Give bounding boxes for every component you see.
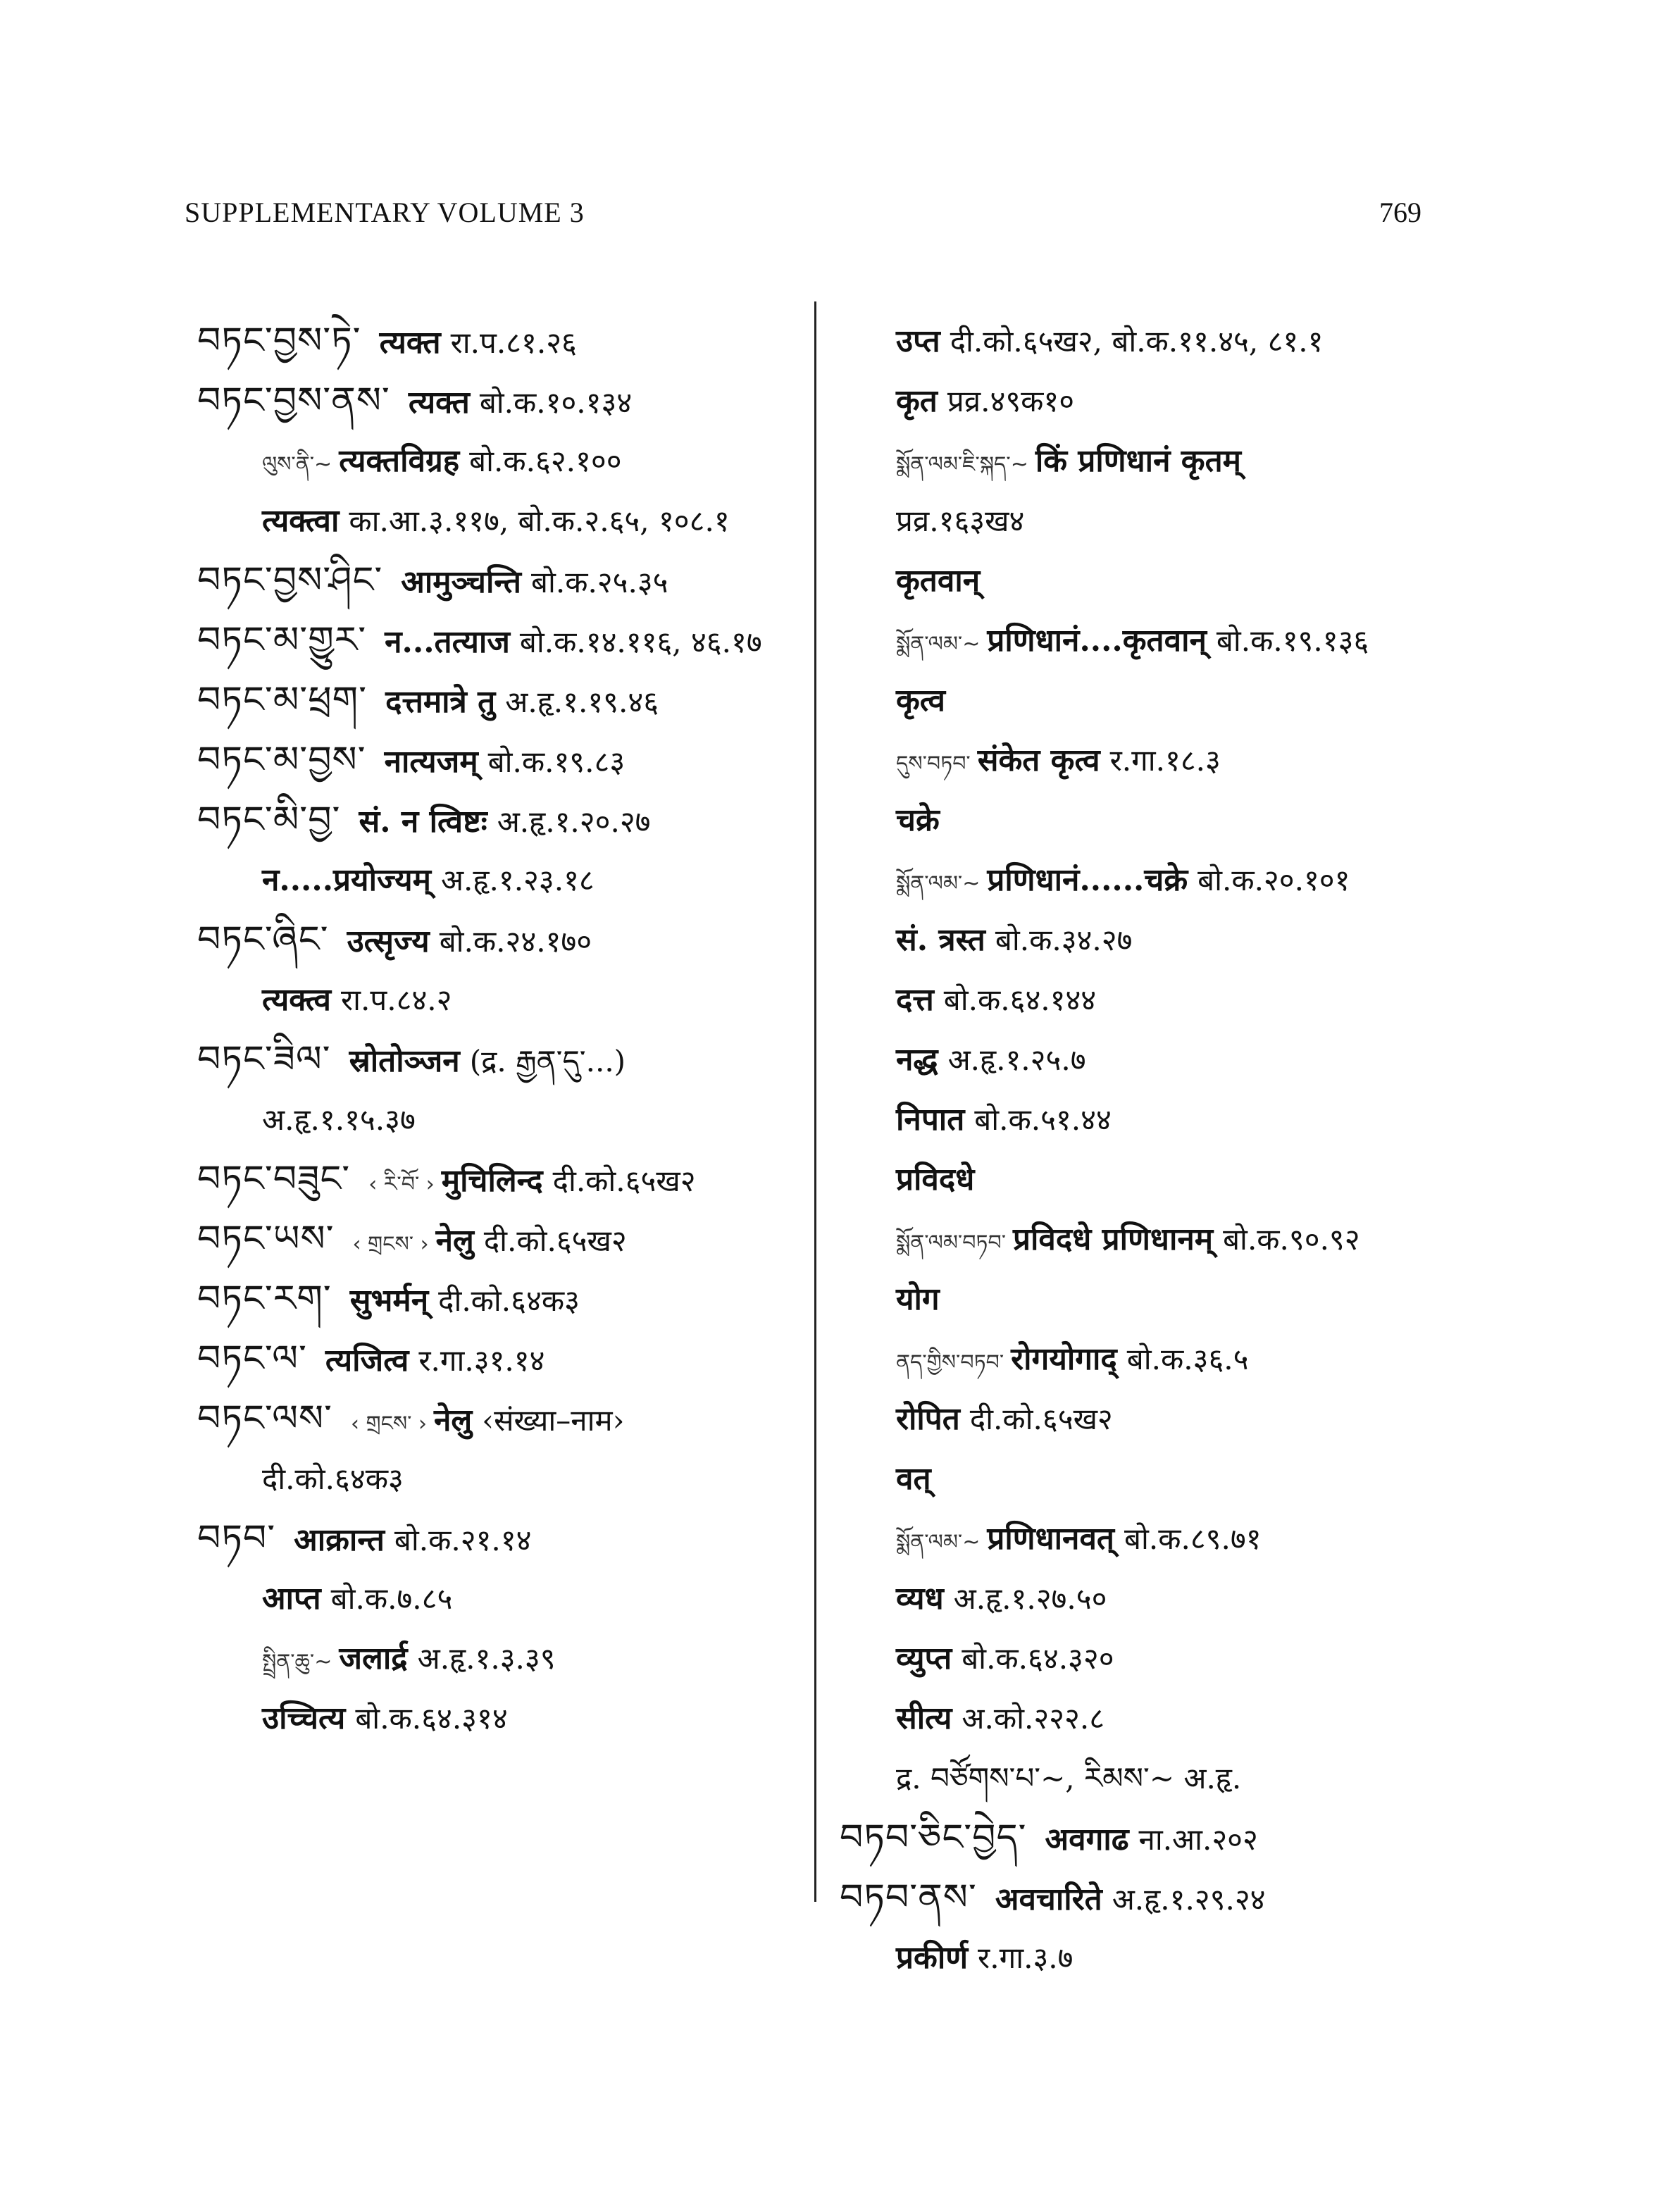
- dictionary-entry: [197, 1030, 803, 1090]
- dictionary-subentry: [840, 790, 1544, 850]
- sanskrit-term: नात्यजम्: [384, 744, 478, 780]
- sanskrit-term: योग: [896, 1281, 940, 1317]
- tibetan-compound: སྨོན་ལམ་~: [896, 632, 981, 656]
- tibetan-compound: སྨོན་ལམ་བཏབ་: [896, 1231, 1006, 1255]
- tibetan-headword: བཏབ་ཅིང་བྱེད་: [840, 1817, 1027, 1859]
- dictionary-subentry: [840, 850, 1544, 910]
- category-label: ‹ རི་བོ་ ›: [368, 1172, 435, 1197]
- dictionary-entry: [197, 1389, 803, 1449]
- source-reference: बो.क.७.८५: [330, 1581, 453, 1616]
- dictionary-entry: [197, 790, 803, 850]
- sanskrit-term: नद्ध: [896, 1042, 938, 1078]
- source-reference: अ.हृ.१.२३.१८: [440, 863, 595, 897]
- dictionary-entry: [840, 1808, 1544, 1868]
- category-label: ‹ གྲངས་ ›: [352, 1232, 429, 1257]
- dictionary-entry: [197, 1329, 803, 1389]
- sanskrit-term: संकेत कृत्व: [977, 742, 1100, 778]
- sanskrit-term: दत्त: [896, 982, 934, 1018]
- sanskrit-term: प्रकीर्ण: [896, 1940, 969, 1976]
- dictionary-entry: [197, 1150, 803, 1209]
- category-label: ‹ གྲངས་ ›: [350, 1412, 428, 1436]
- sanskrit-term: वत्: [896, 1461, 931, 1497]
- dictionary-subentry: [197, 491, 803, 551]
- dictionary-subentry: [840, 1269, 1544, 1329]
- dictionary-entry: [197, 611, 803, 671]
- tibetan-headword: བཏང་ལ་: [197, 1338, 307, 1380]
- dictionary-subentry: [840, 1569, 1544, 1629]
- dictionary-subentry: [840, 1509, 1544, 1569]
- source-reference: बो.क.१९.८३: [487, 745, 626, 779]
- source-reference: अ.हृ.१.२९.२४: [1112, 1882, 1266, 1917]
- source-reference: अ.हृ.१.२७.५०: [953, 1581, 1107, 1616]
- sanskrit-term: किं प्रणिधानं कृतम्: [1035, 443, 1241, 479]
- dictionary-subentry: [840, 611, 1544, 671]
- dictionary-subentry: [840, 1449, 1544, 1509]
- source-reference: बो.क.२५.३५: [530, 565, 668, 599]
- dictionary-subentry: [840, 970, 1544, 1030]
- dictionary-subentry: [840, 1688, 1544, 1748]
- source-reference: बो.क.३६.५: [1126, 1342, 1249, 1376]
- column-divider: [814, 301, 816, 1902]
- source-reference: दी.को.६४क३: [438, 1283, 580, 1318]
- source-reference: बो.क.२०.१०१: [1197, 863, 1350, 897]
- sanskrit-term: प्रविदधे: [896, 1162, 975, 1197]
- source-reference: दी.को.६५ख२: [969, 1402, 1113, 1436]
- source-reference: बो.क.१९.१३६: [1216, 623, 1369, 658]
- sanskrit-term: कृत्व: [896, 683, 945, 718]
- dictionary-subentry: [840, 1090, 1544, 1150]
- sanskrit-term: जलार्द्र: [339, 1640, 408, 1676]
- page-number: 769: [1379, 197, 1421, 228]
- tibetan-headword: བཏང་ཡས་: [197, 1218, 335, 1260]
- tibetan-headword: བཏང་མ་བྱས་: [197, 739, 366, 781]
- tibetan-headword: བཏང་མ་ཕྲག་: [197, 679, 368, 721]
- source-reference: रा.प.८४.२: [341, 983, 452, 1017]
- source-reference: दी.को.६५ख२: [552, 1164, 696, 1198]
- dictionary-subentry: [197, 1688, 803, 1748]
- sanskrit-term: न.....प्रयोज्यम्: [262, 862, 431, 898]
- dictionary-subentry: [840, 671, 1544, 730]
- tibetan-headword: བཏང་ཟིལ་: [197, 1038, 331, 1081]
- source-reference: दी.को.६५ख२: [483, 1224, 627, 1258]
- dictionary-subentry: [840, 1928, 1544, 1988]
- tibetan-compound: སྤྲིན་ཆུ་~: [262, 1650, 332, 1674]
- tibetan-headword: བཏང་བྱས་ནས་: [197, 380, 390, 422]
- source-reference: (द्र. རྒྱན་དུ་...): [469, 1044, 626, 1078]
- dictionary-subentry: [840, 311, 1544, 371]
- tibetan-compound: སྨོན་ལམ་ཇི་སྐད་~: [896, 452, 1028, 477]
- sanskrit-term: उत्सृज्य: [347, 923, 430, 959]
- dictionary-subentry: [197, 431, 803, 491]
- source-reference: दी.को.६५ख२, बो.क.११.४५, ८१.१: [950, 324, 1324, 359]
- running-header: SUPPLEMENTARY VOLUME 3: [185, 197, 585, 228]
- dictionary-entry: [197, 551, 803, 611]
- sanskrit-term: सं. न त्विष्टः: [359, 804, 487, 840]
- sanskrit-term: कृत: [896, 383, 938, 419]
- sanskrit-term: त्यक्तविग्रह: [339, 443, 460, 479]
- sanskrit-term: मुचिलिन्द: [441, 1163, 543, 1199]
- source-reference: अ.हृ.१.२५.७: [947, 1042, 1086, 1077]
- sanskrit-term: नेलु: [434, 1402, 473, 1438]
- source-reference: बो.क.६४.३२०: [962, 1641, 1114, 1676]
- dictionary-subentry: [197, 1629, 803, 1688]
- tibetan-compound: དུས་བཏབ་: [896, 752, 971, 776]
- dictionary-subentry: [840, 491, 1544, 551]
- dictionary-entry: [197, 311, 803, 371]
- sanskrit-term: सीत्य: [896, 1700, 952, 1736]
- tibetan-headword: བཏང་མི་བྱ་: [197, 799, 341, 841]
- source-reference: र.गा.३.७: [978, 1941, 1074, 1975]
- sanskrit-term: आमुञ्चन्ति: [401, 564, 521, 600]
- sanskrit-term: अवचारिते: [995, 1881, 1102, 1917]
- dictionary-subentry: [840, 910, 1544, 970]
- source-reference: अ.हृ.१.१५.३७: [262, 1102, 416, 1137]
- tibetan-headword: བཏང་བཟུང་: [197, 1158, 351, 1200]
- left-column: [197, 311, 803, 1748]
- sanskrit-term: त्यजित्व: [325, 1343, 409, 1378]
- dictionary-entry: [197, 671, 803, 730]
- source-reference: बो.क.६४.१४४: [943, 983, 1097, 1017]
- source-reference: र.गा.३१.१४: [418, 1343, 545, 1378]
- dictionary-subentry: [840, 1629, 1544, 1688]
- dictionary-subentry: [840, 1150, 1544, 1209]
- sanskrit-term: प्रणिधानं....कृतवान्: [987, 623, 1207, 659]
- sanskrit-term: सं. त्रस्त: [896, 922, 985, 958]
- sanskrit-term: प्रविदधे प्रणिधानम्: [1013, 1221, 1214, 1257]
- dictionary-entry: [197, 910, 803, 970]
- sanskrit-term: स्रोतोञ्जन: [349, 1043, 460, 1079]
- tibetan-headword: བཏབ་ནས་: [840, 1876, 977, 1919]
- dictionary-entry: [197, 1269, 803, 1329]
- source-reference: द्र. བཙོགས་པ་~, རིམས་~ अ.हृ.: [896, 1761, 1242, 1795]
- dictionary-subentry: [840, 730, 1544, 790]
- tibetan-headword: བཏང་ལས་: [197, 1397, 332, 1440]
- dictionary-subentry: [840, 1389, 1544, 1449]
- tibetan-compound: སྨོན་ལམ་~: [896, 871, 981, 896]
- source-reference: अ.हृ.१.१९.४६: [505, 685, 659, 719]
- dictionary-subentry: [197, 1090, 803, 1150]
- source-reference: रा.प.८१.२६: [450, 325, 577, 360]
- sanskrit-term: व्युप्त: [896, 1640, 952, 1676]
- tibetan-headword: བཏང་ཞིང་: [197, 919, 329, 961]
- dictionary-subentry: [840, 1329, 1544, 1389]
- sanskrit-term: चक्रे: [896, 802, 940, 838]
- sanskrit-term: सुभर्मन्: [349, 1283, 429, 1319]
- sanskrit-term: नेलु: [435, 1223, 474, 1259]
- tibetan-headword: བཏང་བྱས་ཏེ་: [197, 320, 361, 362]
- tibetan-headword: བཏང་རག་: [197, 1278, 332, 1320]
- dictionary-subentry: [197, 1449, 803, 1509]
- tibetan-headword: བཏབ་: [197, 1517, 276, 1559]
- source-reference: प्रव्र.१६३ख४: [896, 504, 1025, 538]
- source-reference: अ.हृ.१.२०.२७: [497, 804, 651, 839]
- sanskrit-term: आप्त: [262, 1581, 321, 1617]
- source-reference: बो.क.६२.१००: [469, 444, 622, 478]
- cross-reference: [840, 1748, 1544, 1808]
- dictionary-entry: [197, 371, 803, 431]
- source-reference: ‹संख्या–नाम›: [482, 1403, 625, 1438]
- source-reference: अ.को.२२२.८: [962, 1701, 1105, 1736]
- right-column: [840, 311, 1544, 1988]
- source-reference: बो.क.१४.११६, ४६.१७: [519, 625, 762, 659]
- source-reference: बो.क.८९.७१: [1124, 1521, 1262, 1556]
- source-reference: बो.क.१०.१३४: [479, 385, 633, 420]
- sanskrit-term: प्रणिधानं......चक्रे: [987, 862, 1188, 898]
- source-reference: ना.आ.२०२: [1138, 1822, 1258, 1857]
- sanskrit-term: व्यध: [896, 1581, 944, 1617]
- source-reference: बो.क.५१.४४: [974, 1102, 1112, 1137]
- sanskrit-term: रोपित: [896, 1401, 960, 1437]
- dictionary-entry: [197, 1209, 803, 1269]
- dictionary-subentry: [840, 551, 1544, 611]
- dictionary-subentry: [197, 850, 803, 910]
- source-reference: बो.क.२४.१७०: [439, 924, 592, 959]
- source-reference: बो.क.२१.१४: [394, 1523, 532, 1557]
- source-reference: का.आ.३.११७, बो.क.२.६५, १०८.१: [349, 504, 730, 538]
- tibetan-headword: བཏང་བྱས་ཤིང་: [197, 559, 383, 602]
- dictionary-subentry: [840, 1209, 1544, 1269]
- sanskrit-term: त्यक्त्वा: [262, 503, 340, 539]
- dictionary-entry: [197, 730, 803, 790]
- sanskrit-term: आक्रान्त: [294, 1522, 385, 1558]
- source-reference: बो.क.३४.२७: [995, 923, 1133, 957]
- sanskrit-term: दत्तमात्रे तु: [385, 684, 496, 720]
- tibetan-compound: ནད་གྱིས་བཏབ་: [896, 1350, 1004, 1375]
- sanskrit-term: त्यक्त्व: [262, 982, 331, 1018]
- source-reference: अ.हृ.१.३.३९: [417, 1641, 556, 1676]
- sanskrit-term: न...तत्याज: [385, 624, 510, 660]
- dictionary-entry: [840, 1868, 1544, 1928]
- dictionary-subentry: [197, 1569, 803, 1629]
- source-reference: दी.को.६४क३: [262, 1462, 404, 1496]
- dictionary-subentry: [197, 970, 803, 1030]
- dictionary-subentry: [840, 431, 1544, 491]
- source-reference: र.गा.१८.३: [1109, 743, 1221, 778]
- dictionary-subentry: [840, 371, 1544, 431]
- sanskrit-term: अवगाढ: [1045, 1822, 1129, 1857]
- source-reference: बो.क.९०.९२: [1223, 1222, 1360, 1257]
- sanskrit-term: उप्त: [896, 323, 940, 359]
- sanskrit-term: उच्चित्य: [262, 1700, 346, 1736]
- sanskrit-term: रोगयोगाद्: [1011, 1341, 1117, 1377]
- dictionary-subentry: [840, 1030, 1544, 1090]
- tibetan-compound: སྨོན་ལམ་~: [896, 1530, 981, 1555]
- sanskrit-term: निपात: [896, 1102, 965, 1138]
- dictionary-entry: [197, 1509, 803, 1569]
- sanskrit-term: प्रणिधानवत्: [987, 1521, 1115, 1557]
- source-reference: प्रव्र.४९क१०: [947, 384, 1075, 418]
- sanskrit-term: कृतवान्: [896, 563, 981, 599]
- sanskrit-term: त्यक्त: [408, 385, 470, 421]
- sanskrit-term: त्यक्त: [379, 325, 441, 361]
- tibetan-compound: ལུས་ནི་~: [262, 452, 332, 477]
- tibetan-headword: བཏང་མ་གྱུར་: [197, 619, 367, 661]
- source-reference: बो.क.६४.३१४: [355, 1701, 508, 1736]
